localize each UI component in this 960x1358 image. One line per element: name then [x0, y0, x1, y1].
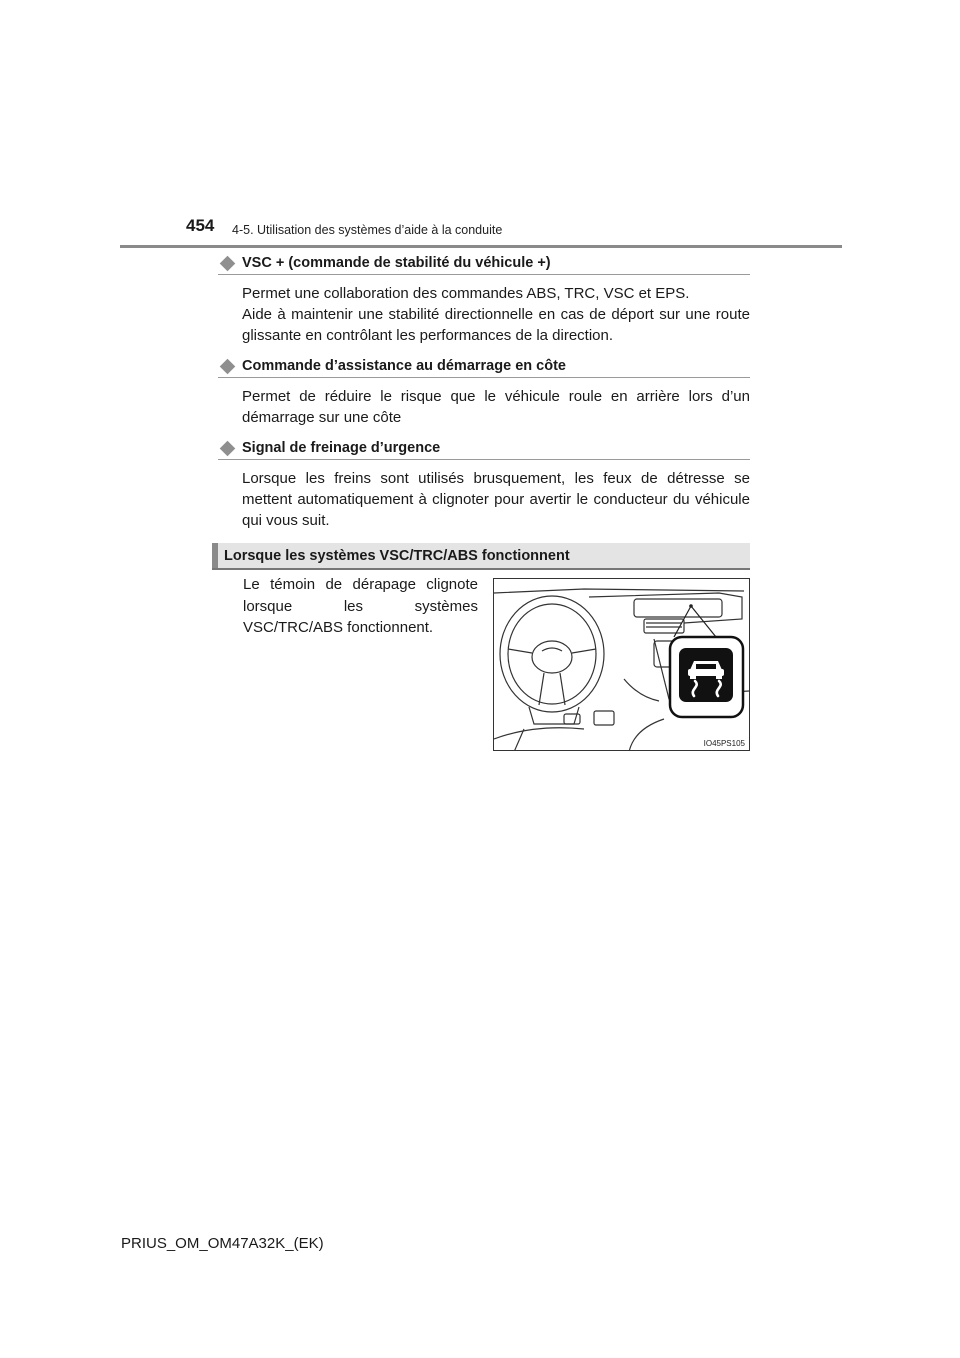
header-rule [120, 245, 842, 248]
diamond-bullet-icon [220, 255, 236, 271]
paragraph: Lorsque les freins sont utilisés brusquement, les feux de détresse se mettent automatiquement à clignoter pour avertir le conducteur du véhicule qui vous suit. [242, 470, 750, 529]
section-heading [218, 252, 750, 275]
section-title: VSC + (commande de stabilité du véhicule +) [242, 255, 551, 271]
section-emergency-brake-signal [218, 437, 750, 531]
diamond-bullet-icon [220, 358, 236, 374]
section-title: Commande d’assistance au démarrage en côte [242, 358, 566, 374]
page-number: 454 [186, 216, 215, 235]
section-vsc-plus [218, 252, 750, 346]
banner-accent-bar [212, 543, 218, 568]
section-body [242, 468, 750, 531]
dashboard-drawing [494, 579, 750, 751]
document-id: PRIUS_OM_OM47A32K_(EK) [121, 1235, 324, 1252]
banner-title: Lorsque les systèmes VSC/TRC/ABS fonctionnent [224, 547, 570, 564]
section-heading [218, 437, 750, 460]
paragraph: Permet une collaboration des commandes ABS, TRC, VSC et EPS. [242, 285, 690, 302]
section-hill-start-assist [218, 355, 750, 428]
section-title: Signal de freinage d’urgence [242, 440, 441, 456]
paragraph: Permet de réduire le risque que le véhicule roule en arrière lors d’un démarrage sur une côte [242, 388, 750, 426]
paragraph: Aide à maintenir une stabilité directionnelle en cas de déport sur une route glissante en contrôlant les performances de la direction. [242, 306, 750, 344]
diamond-bullet-icon [220, 440, 236, 456]
chapter-title: 4-5. Utilisation des systèmes d’aide à la conduite [232, 223, 503, 237]
section-banner [212, 543, 750, 570]
section-heading [218, 355, 750, 378]
description-text: Le témoin de dérapage clignote lorsque les systèmes VSC/TRC/ABS fonctionnent. [243, 576, 478, 636]
section-body [242, 283, 750, 346]
slip-indicator-icon [679, 648, 733, 702]
illustration-code: IO45PS105 [703, 739, 745, 748]
section-body [242, 386, 750, 428]
dashboard-illustration [493, 578, 750, 751]
